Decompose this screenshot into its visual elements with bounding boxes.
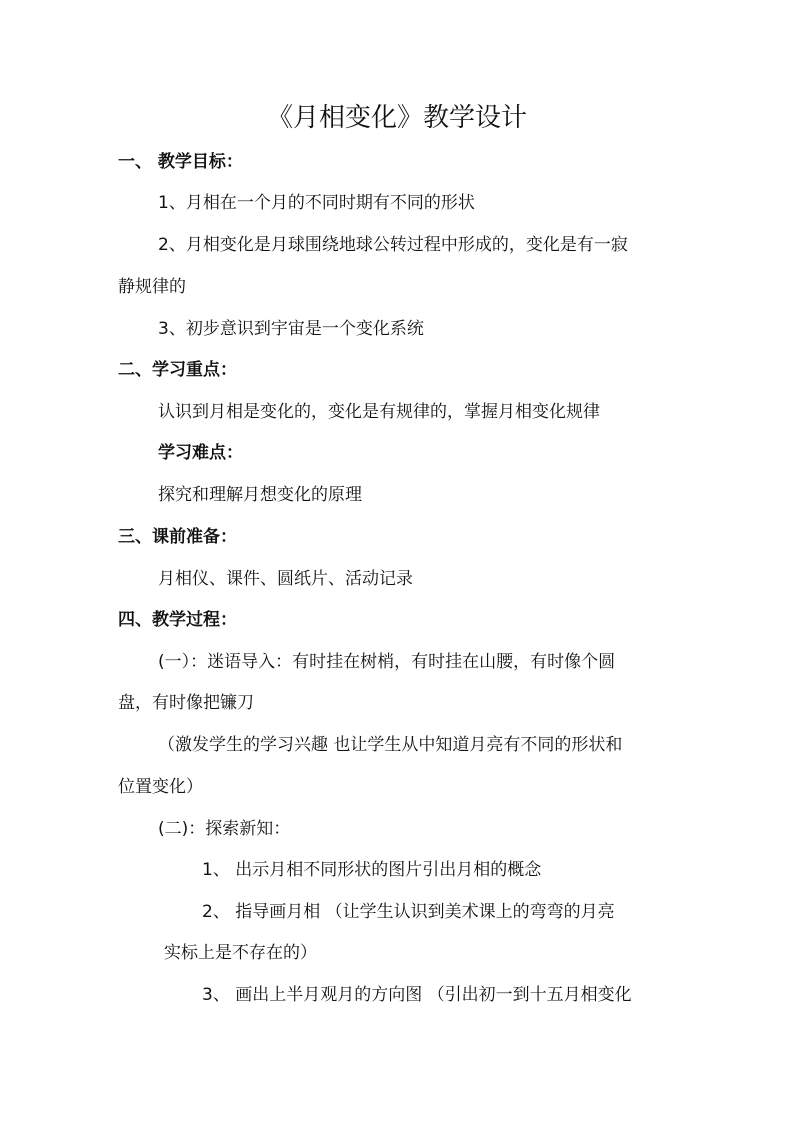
explore-step-2-line-2: 实标上是不存在的） [164,943,317,963]
section-heading-process: 四、教学过程： [118,610,237,630]
process-intro-line-2: 盘，有时像把镰刀 [118,693,254,713]
section-heading-preparation: 三、课前准备： [118,527,237,547]
process-intro-line-1: (一）：迷语导入：有时挂在树梢，有时挂在山腰，有时像个圆 [158,652,616,672]
explore-heading: (二)：探索新知： [158,819,291,839]
preparation-text: 月相仪、课件、圆纸片、活动记录 [158,569,413,589]
process-note-line-2: 位置变化） [118,777,203,797]
page-title: 《月相变化》教学设计 [266,103,527,133]
subheading-difficulties: 学习难点： [158,443,243,463]
explore-step-3: 3、 画出上半月观月的方向图 （引出初一到十五月相变化 [202,985,632,1005]
difficulties-text: 探究和理解月想变化的原理 [158,485,362,505]
objective-1: 1、月相在一个月的不同时期有不同的形状 [158,193,475,213]
key-points-text: 认识到月相是变化的，变化是有规律的，掌握月相变化规律 [158,402,600,422]
explore-step-2-line-1: 2、 指导画月相 （让学生认识到美术课上的弯弯的月亮 [202,902,615,922]
objective-2-line-2: 静规律的 [118,277,186,297]
objective-3: 3、初步意识到宇宙是一个变化系统 [158,319,424,339]
explore-step-1: 1、 出示月相不同形状的图片引出月相的概念 [202,860,542,880]
section-heading-key-points: 二、学习重点： [118,360,237,380]
section-heading-objectives: 一、 教学目标： [118,152,243,172]
objective-2-line-1: 2、月相变化是月球围绕地球公转过程中形成的，变化是有一寂 [158,235,628,255]
process-note-line-1: （激发学生的学习兴趣 也让学生从中知道月亮有不同的形状和 [158,735,623,755]
